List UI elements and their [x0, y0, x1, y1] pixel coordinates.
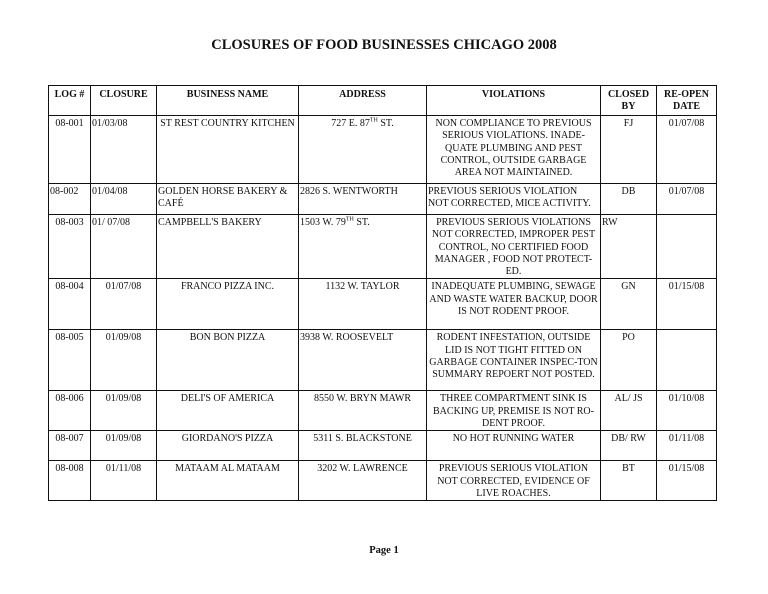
cell-reopen-date: 01/15/08 [657, 279, 717, 330]
cell-log: 08-008 [49, 461, 91, 501]
cell-closure: 01/09/08 [91, 431, 157, 461]
cell-business-name: CAMPBELL'S BAKERY [157, 215, 299, 279]
cell-reopen-date: 01/11/08 [657, 431, 717, 461]
cell-violations: NO HOT RUNNING WATER [427, 431, 601, 461]
table-row [49, 279, 717, 330]
cell-business-name: MATAAM AL MATAAM [157, 461, 299, 501]
table-row [49, 215, 717, 279]
header-log: LOG # [49, 86, 91, 116]
cell-closed-by: AL/ JS [601, 391, 657, 431]
header-closed-by [601, 86, 657, 116]
header-reopen-line1: RE-OPEN [664, 89, 709, 100]
address-text: 3202 W. LAWRENCE [317, 463, 408, 475]
address-text: 5311 S. BLACKSTONE [313, 433, 412, 445]
cell-address [299, 184, 427, 215]
cell-closure: 01/03/08 [91, 116, 157, 184]
cell-reopen-date: 01/07/08 [657, 116, 717, 184]
cell-reopen-date [657, 330, 717, 391]
cell-log: 08-007 [49, 431, 91, 461]
header-reopen-date [657, 86, 717, 116]
address-superscript: TH [345, 216, 354, 223]
cell-log: 08-002 [49, 184, 91, 215]
address-suffix: ST. [377, 118, 394, 129]
cell-violations: PREVIOUS SERIOUS VIOLATION NOT CORRECTED, EVIDENCE OF LIVE ROACHES. [427, 461, 601, 501]
cell-closed-by: DB [601, 184, 657, 215]
cell-address [299, 215, 427, 279]
document-title: CLOSURES OF FOOD BUSINESSES CHICAGO 2008 [211, 37, 557, 53]
address-text: 3938 W. ROOSEVELT [300, 332, 394, 344]
cell-closure: 01/09/08 [91, 330, 157, 391]
address-text: 727 E. 87 [331, 118, 370, 129]
cell-business-name: DELI'S OF AMERICA [157, 391, 299, 431]
cell-violations: INADEQUATE PLUMBING, SEWAGE AND WASTE WATER BACKUP, DOOR IS NOT RODENT PROOF. [427, 279, 601, 330]
cell-address [299, 461, 427, 501]
cell-log: 08-004 [49, 279, 91, 330]
cell-closed-by: RW [601, 215, 657, 279]
cell-closure: 01/ 07/08 [91, 215, 157, 279]
table-row [49, 184, 717, 215]
cell-business-name: GOLDEN HORSE BAKERY & CAFÉ [157, 184, 299, 215]
header-closed-by-line2: BY [621, 101, 636, 113]
cell-log: 08-001 [49, 116, 91, 184]
address-text: 1503 W. 79 [300, 217, 346, 228]
table-row [49, 116, 717, 184]
cell-closure: 01/07/08 [91, 279, 157, 330]
cell-address [299, 330, 427, 391]
cell-closure: 01/11/08 [91, 461, 157, 501]
cell-address [299, 431, 427, 461]
cell-address [299, 116, 427, 184]
cell-address [299, 391, 427, 431]
cell-log: 08-005 [49, 330, 91, 391]
cell-closed-by: PO [601, 330, 657, 391]
cell-violations: PREVIOUS SERIOUS VIOLATION NOT CORRECTED, MICE ACTIVITY. [427, 184, 601, 215]
cell-violations: THREE COMPARTMENT SINK IS BACKING UP, PREMISE IS NOT RO-DENT PROOF. [427, 391, 601, 431]
cell-business-name: ST REST COUNTRY KITCHEN [157, 116, 299, 184]
table-row [49, 391, 717, 431]
cell-reopen-date: 01/07/08 [657, 184, 717, 215]
cell-reopen-date: 01/15/08 [657, 461, 717, 501]
header-violations: VIOLATIONS [427, 86, 601, 116]
table-row [49, 431, 717, 461]
cell-business-name: BON BON PIZZA [157, 330, 299, 391]
closures-table [48, 85, 717, 501]
cell-violations: NON COMPLIANCE TO PREVIOUS SERIOUS VIOLATIONS. INADE-QUATE PLUMBING AND PEST CONTROL, OUTSIDE GARBAGE AREA NOT MAINTAINED. [427, 116, 601, 184]
cell-reopen-date [657, 215, 717, 279]
cell-closed-by: GN [601, 279, 657, 330]
cell-closure: 01/09/08 [91, 391, 157, 431]
page-number: Page 1 [369, 545, 399, 556]
header-address: ADDRESS [299, 86, 427, 116]
address-suffix: ST. [353, 217, 370, 228]
header-row [49, 86, 717, 116]
header-reopen-line2: DATE [672, 101, 701, 113]
address-text: 8550 W. BRYN MAWR [314, 393, 411, 405]
cell-log: 08-006 [49, 391, 91, 431]
address-text: 1132 W. TAYLOR [325, 281, 400, 293]
address-superscript: TH [369, 117, 378, 124]
cell-address [299, 279, 427, 330]
cell-closure: 01/04/08 [91, 184, 157, 215]
header-closed-by-line1: CLOSED [607, 89, 650, 100]
table-row [49, 330, 717, 391]
header-business-name: BUSINESS NAME [157, 86, 299, 116]
address-text: 2826 S. WENTWORTH [300, 186, 398, 197]
cell-violations: PREVIOUS SERIOUS VIOLATIONS NOT CORRECTED, IMPROPER PEST CONTROL, NO CERTIFIED FOOD MANAGER , FOOD NOT PROTECT-ED. [427, 215, 601, 279]
cell-closed-by: FJ [601, 116, 657, 184]
header-closure: CLOSURE [91, 86, 157, 116]
table-row [49, 461, 717, 501]
cell-log: 08-003 [49, 215, 91, 279]
cell-reopen-date: 01/10/08 [657, 391, 717, 431]
cell-violations: RODENT INFESTATION, OUTSIDE LID IS NOT TIGHT FITTED ON GARBAGE CONTAINER INSPEC-TON SUMMARY REPOERT NOT POSTED. [427, 330, 601, 391]
cell-business-name: FRANCO PIZZA INC. [157, 279, 299, 330]
cell-business-name: GIORDANO'S PIZZA [157, 431, 299, 461]
cell-closed-by: BT [601, 461, 657, 501]
cell-closed-by: DB/ RW [601, 431, 657, 461]
